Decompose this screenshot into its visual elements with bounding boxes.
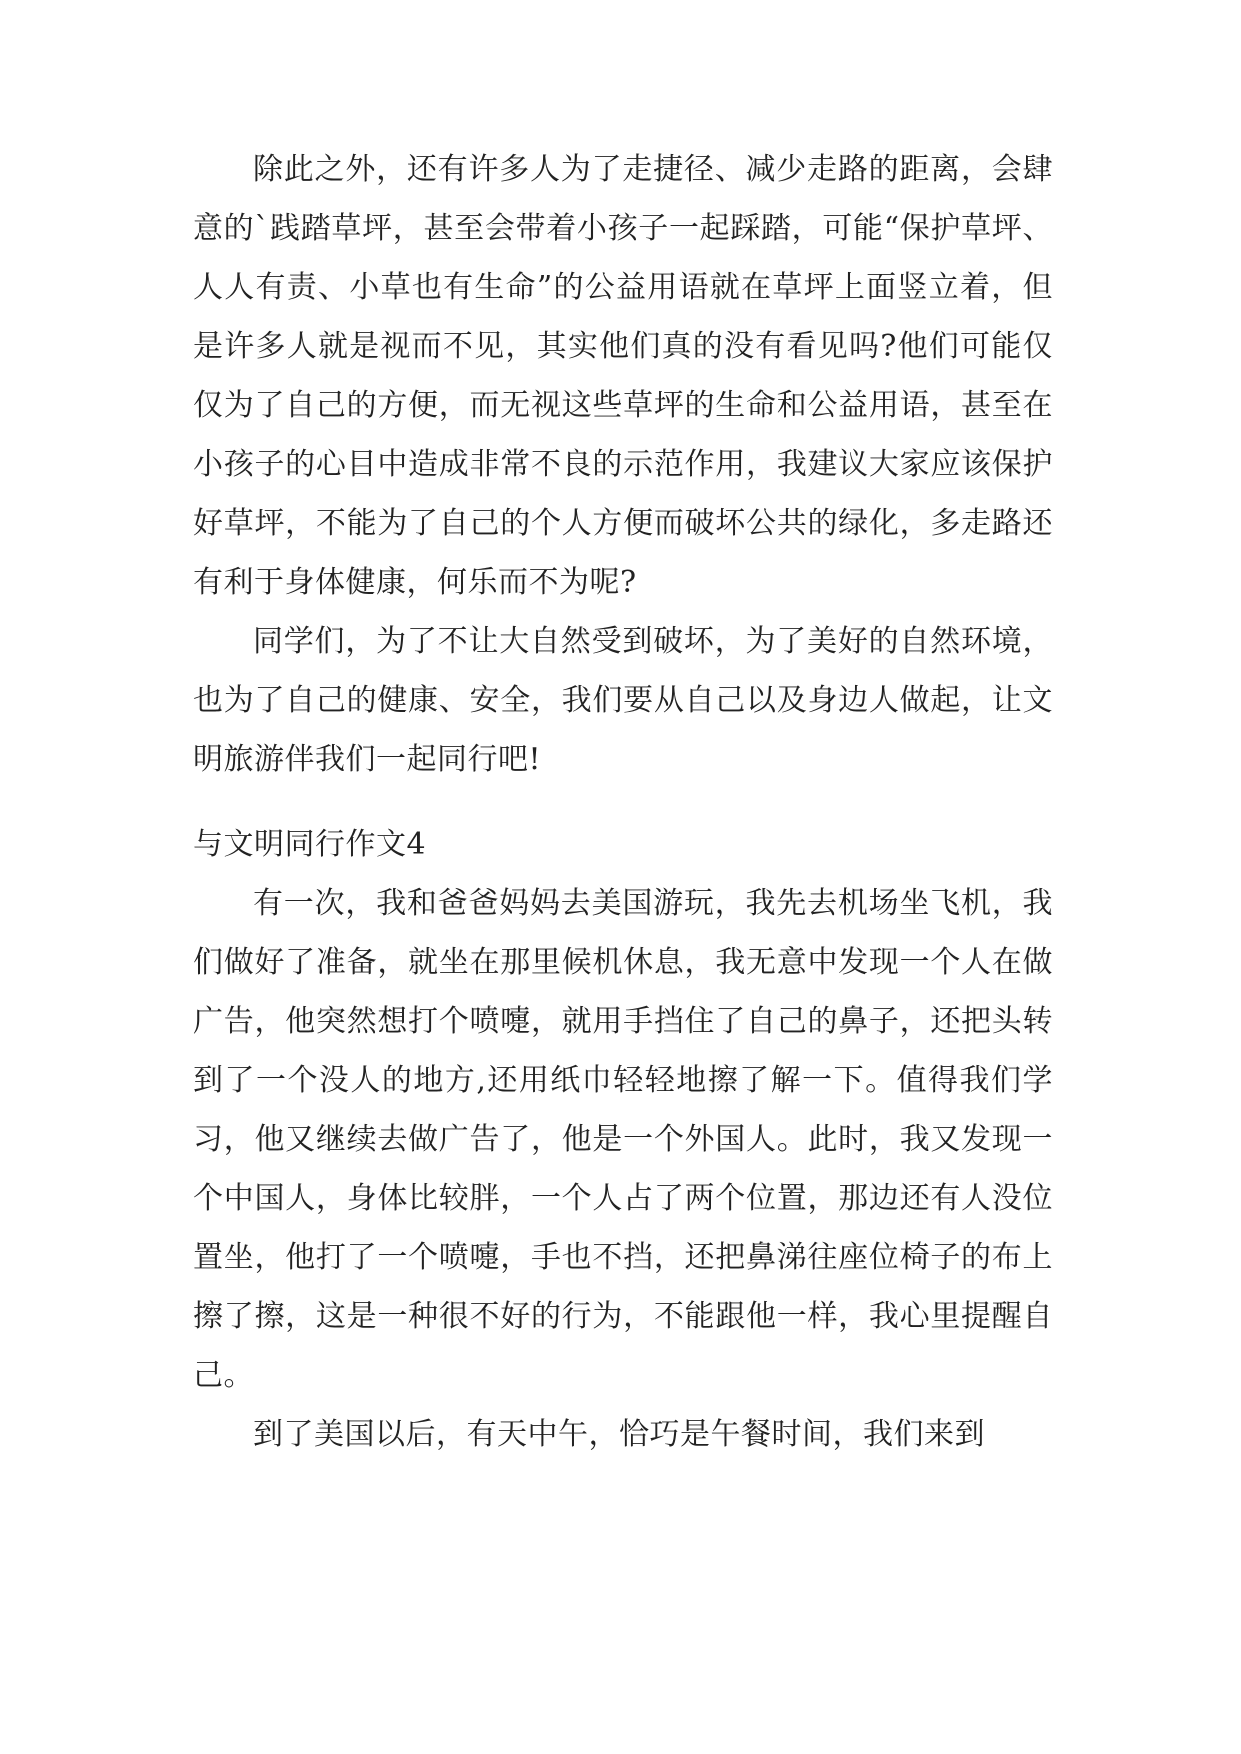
top-text-block	[193, 140, 1053, 789]
paragraph-call-to-action: 同学们，为了不让大自然受到破坏，为了美好的自然环境，也为了自己的健康、安全，我们要从自己以及身边人做起，让文明旅游伴我们一起同行吧!	[193, 624, 1053, 777]
paragraph-grass-protection: 除此之外，还有许多人为了走捷径、减少走路的距离，会肆意的`践踏草坪，甚至会带着小孩子一起踩踏，可能“保护草坪、人人有责、小草也有生命”的公益用语就在草坪上面竖立着，但是许多人就是视而不见，其实他们真的没有看见吗?他们可能仅仅为了自己的方便，而无视这些草坪的生命和公益用语，甚至在小孩子的心目中造成非常不良的示范作用，我建议大家应该保护好草坪，不能为了自己的个人方便而破坏公共的绿化，多走路还有利于身体健康，何乐而不为呢?	[193, 152, 1053, 600]
paragraph-airport-story: 有一次，我和爸爸妈妈去美国游玩，我先去机场坐飞机，我们做好了准备，就坐在那里候机休息，我无意中发现一个人在做广告，他突然想打个喷嚏，就用手挡住了自己的鼻子，还把头转到了一个没人的地方,还用纸巾轻轻地擦了解一下。值得我们学习，他又继续去做广告了，他是一个外国人。此时，我又发现一个中国人，身体比较胖，一个人占了两个位置，那边还有人没位置坐，他打了一个喷嚏，手也不挡，还把鼻涕往座位椅子的布上擦了擦，这是一种很不好的行为，不能跟他一样，我心里提醒自己。	[193, 886, 1053, 1393]
section-block	[193, 815, 1053, 1464]
section-heading: 与文明同行作文4	[193, 827, 427, 862]
paragraph-america-lunch: 到了美国以后，有天中午，恰巧是午餐时间，我们来到	[253, 1417, 985, 1452]
